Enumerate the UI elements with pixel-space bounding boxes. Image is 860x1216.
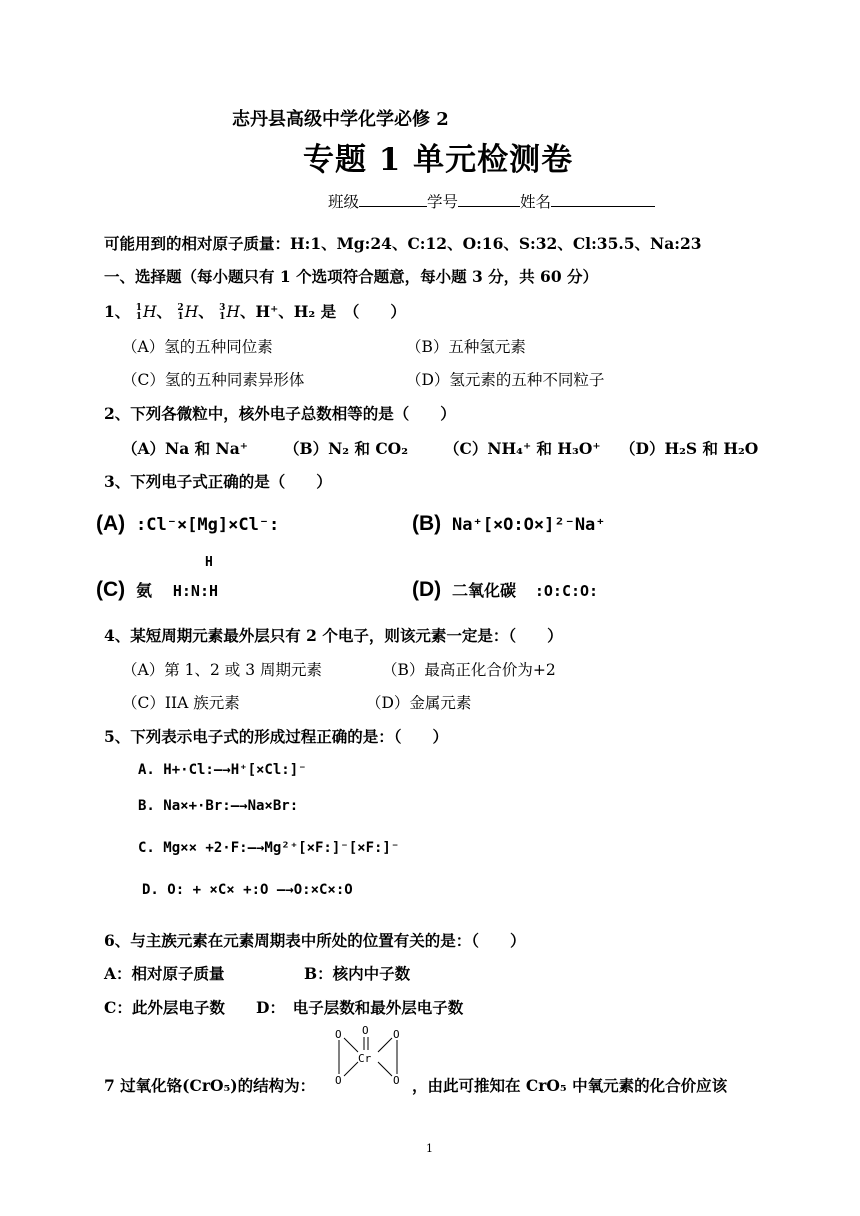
question-2-stem: 2、下列各微粒中，核外电子总数相等的是（ ） — [104, 404, 456, 423]
page-number: 1 — [426, 1142, 433, 1155]
section-title: 一、选择题（每小题只有 1 个选项符合题意，每小题 3 分，共 60 分） — [104, 267, 599, 286]
question-7-lead: 7 过氧化铬(CrO₅)的结构为： — [104, 1076, 316, 1095]
oxygen-bottom-right: O — [393, 1074, 400, 1087]
q6-option-a[interactable]: A：相对原子质量 — [104, 964, 225, 983]
question-3-stem: 3、下列电子式正确的是（ ） — [104, 472, 332, 491]
q6-option-b[interactable]: B：核内中子数 — [304, 964, 411, 983]
q3-option-b[interactable]: (B) Na⁺[×O:O×]²⁻Na⁺ — [412, 512, 606, 535]
name-label: 姓名 — [520, 193, 552, 211]
q1-option-a[interactable]: （A）氢的五种同位素 — [122, 338, 273, 356]
oxygen-top-left: O — [335, 1028, 342, 1041]
id-blank[interactable] — [458, 192, 520, 207]
q5-option-c[interactable]: C. Mg×× +2·F:—→Mg²⁺[×F:]⁻[×F:]⁻ — [138, 840, 400, 856]
chromium-center: Cr — [358, 1052, 372, 1065]
q2-option-d[interactable]: （D）H₂S 和 H₂O — [620, 439, 759, 458]
q2-option-c[interactable]: （C）NH₄⁺ 和 H₃O⁺ — [444, 439, 601, 458]
class-label: 班级 — [328, 193, 360, 211]
q3-c-top-h: H — [205, 555, 213, 570]
name-blank[interactable] — [551, 192, 655, 207]
question-6-stem: 6、与主族元素在元素周期表中所处的位置有关的是：（ ） — [104, 931, 526, 950]
q3-option-d[interactable]: (D) 二氧化碳 :O:C:O: — [412, 578, 599, 601]
question-1-stem: 1、 1 1H、 2 1H、 3 1H、H⁺、H₂ 是 （ ） — [104, 302, 406, 322]
question-7-tail: ，由此可推知在 CrO₅ 中氧元素的化合价应该 — [412, 1076, 728, 1095]
student-info-line — [328, 190, 655, 212]
q3-option-c[interactable]: (C) 氨 H:N:H — [96, 578, 219, 601]
oxygen-bottom-left: O — [335, 1074, 342, 1087]
atomic-masses: 可能用到的相对原子质量：H:1、Mg:24、C:12、O:16、S:32、Cl:35.5、Na:23 — [104, 234, 702, 253]
q4-option-c[interactable]: （C）IIA 族元素 — [122, 694, 240, 712]
q5-option-a[interactable]: A. H+·Cl:—→H⁺[×Cl:]⁻ — [138, 762, 307, 778]
cro5-structure-diagram — [326, 1024, 410, 1090]
q1-option-b[interactable]: （B）五种氢元素 — [406, 338, 526, 356]
isotope-h2: 2 1 — [177, 303, 184, 322]
q6-option-c[interactable]: C：此外层电子数 — [104, 998, 225, 1017]
id-label: 学号 — [427, 193, 459, 211]
q4-option-d[interactable]: （D）金属元素 — [366, 694, 472, 712]
isotope-h3: 3 1 — [219, 303, 226, 322]
q3-option-a[interactable]: (A) :Cl⁻×[Mg]×Cl⁻: — [96, 512, 280, 535]
question-5-stem: 5、下列表示电子式的形成过程正确的是：（ ） — [104, 727, 449, 746]
question-1-rest: H⁺、H₂ 是 （ ） — [255, 302, 406, 321]
oxygen-top-right: O — [393, 1028, 400, 1041]
q4-option-b[interactable]: （B）最高正化合价为+2 — [382, 661, 556, 679]
q2-option-a[interactable]: （A）Na 和 Na⁺ — [122, 439, 248, 458]
question-4-stem: 4、某短周期元素最外层只有 2 个电子，则该元素一定是：（ ） — [104, 626, 563, 645]
q4-option-a[interactable]: （A）第 1、2 或 3 周期元素 — [122, 661, 322, 679]
q1-option-c[interactable]: （C）氢的五种同素异形体 — [122, 371, 305, 389]
q5-option-d[interactable]: D. O: + ×C× +:O —→O:×C×:O — [142, 882, 353, 898]
oxygen-top-center: O — [362, 1024, 369, 1037]
exam-title: 专题 1 单元检测卷 — [303, 142, 574, 178]
q5-option-b[interactable]: B. Na×+·Br:—→Na×Br: — [138, 798, 299, 814]
q1-option-d[interactable]: （D）氢元素的五种不同粒子 — [406, 371, 605, 389]
question-number: 1、 — [104, 302, 131, 321]
school-title: 志丹县高级中学化学必修 2 — [232, 109, 449, 130]
q6-option-d[interactable]: D： 电子层数和最外层电子数 — [256, 998, 464, 1017]
q2-option-b[interactable]: （B）N₂ 和 CO₂ — [284, 439, 408, 458]
isotope-h1: 1 1 — [135, 303, 142, 322]
class-blank[interactable] — [359, 192, 427, 207]
